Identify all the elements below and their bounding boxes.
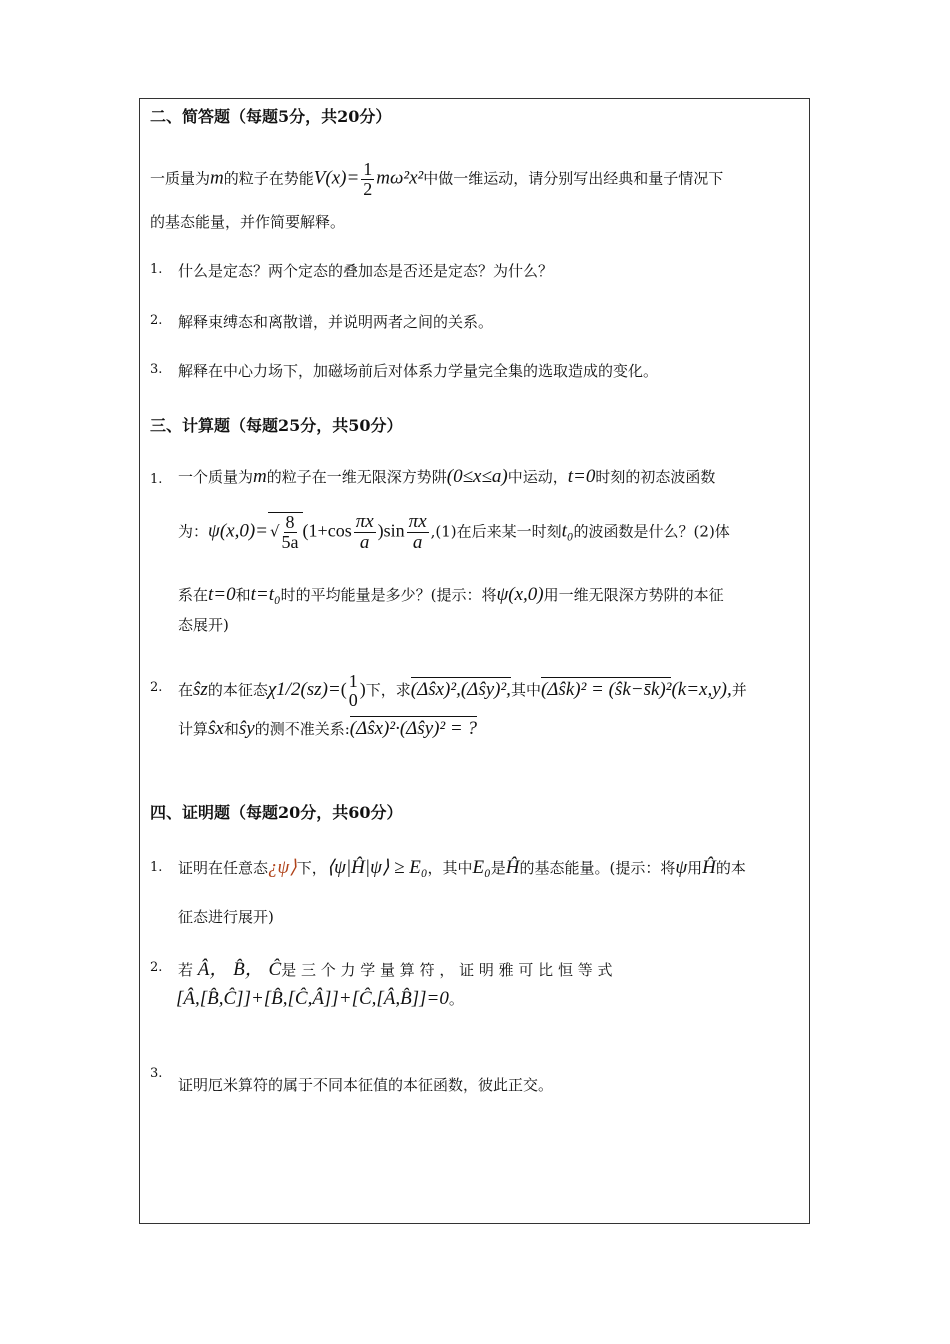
s3-q2-line2-c: 的测不准关系:	[254, 720, 350, 738]
t-zero: t=0	[567, 466, 596, 487]
s3-q2-a: 在	[178, 680, 194, 699]
variance-sy: (Δŝy)²,	[460, 678, 511, 700]
psi-x0-b: ψ(x,0)	[496, 584, 544, 605]
s3-q2-b: 的本征态	[207, 680, 268, 699]
s3-q1-line3-a: 系在	[178, 586, 209, 604]
k-definition: (k=x,y),	[671, 678, 732, 700]
sqrt-numerator: 8	[285, 512, 295, 533]
sqrt-denominator: 5a	[281, 531, 299, 552]
vec-open: (	[340, 678, 347, 699]
variance-sx: (Δŝx)²,	[410, 678, 461, 700]
s3-q1-a: 一个质量为	[178, 468, 254, 486]
cos-num: πx	[355, 511, 374, 532]
chi-eigenstate: χ1/2(sz)=	[267, 678, 341, 700]
potential-tail: mω²x²	[376, 167, 424, 189]
close-paren: )	[377, 520, 384, 541]
variance-definition: (Δŝk)² = (ŝk−s̄k)²	[540, 678, 672, 700]
t-eq-t0: t=t₀	[250, 584, 281, 605]
s3-q1-line3	[178, 584, 724, 606]
s4-q1-d: 是	[490, 859, 506, 877]
s2-intro-line2: 的基态能量，并作简要解释。	[150, 213, 346, 231]
vec-bottom: 0	[348, 689, 358, 710]
half-numerator: 1	[363, 159, 373, 179]
s4-q1-num: 1.	[150, 860, 163, 875]
sin-den: a	[412, 531, 423, 553]
cos-den: a	[359, 531, 370, 553]
sz-symbol: ŝz	[193, 678, 208, 700]
s3-q1-d: 时刻的初态波函数	[595, 468, 716, 486]
s2-intro-b: 的粒子在势能	[223, 169, 314, 188]
sin-text: sin	[383, 520, 405, 541]
s4-q1-line1	[178, 856, 746, 879]
s3-q2-e: 并	[731, 680, 747, 699]
s3-q1-line1	[178, 466, 715, 488]
s3-q2-line2	[178, 718, 477, 740]
vec-close: )	[359, 678, 366, 699]
s2-q3-num: 3.	[150, 362, 163, 377]
mass-symbol: m	[210, 167, 224, 189]
s4-q1-c: ，其中	[427, 859, 473, 877]
s2-q3-text: 解释在中心力场下，加磁场前后对体系力学量完全集的选取造成的变化。	[178, 362, 659, 380]
s4-q2-b: 是 三 个 力 学 量 算 符 ， 证 明 雅 可 比 恒 等 式	[281, 961, 613, 979]
sin-fraction	[407, 512, 429, 553]
s4-q3-num: 3.	[150, 1066, 163, 1081]
spin-vector	[349, 672, 358, 710]
operators-ABC: Â， B̂， Ĉ	[197, 959, 282, 980]
s4-q1-line2: 征态进行展开)	[178, 908, 274, 926]
s4-q3-text: 证明厄米算符的属于不同本征值的本征函数，彼此正交。	[178, 1076, 554, 1094]
one-plus-cos: 1+cos	[308, 520, 352, 541]
s3-q2-d: 其中	[510, 680, 541, 699]
section-2-heading: 二、简答题（每题5分，共20分）	[150, 107, 392, 126]
s3-q1-c: 中运动，	[507, 468, 568, 486]
s4-q1-b: 下，	[296, 859, 327, 877]
s4-q1-g: 的本	[715, 859, 746, 877]
wave-prefix: 为：	[178, 522, 209, 541]
s2-q2-num: 2.	[150, 313, 163, 328]
s4-q2-num: 2.	[150, 960, 163, 975]
s3-q1-line3-d: 用一维无限深方势阱的本征	[543, 586, 724, 604]
s4-q1-e: 的基态能量。(提示：将	[519, 859, 676, 877]
psi-symbol: ψ	[675, 857, 688, 878]
s3-q1-part1: ,(1)在后来某一时刻	[430, 522, 562, 541]
s3-q2-c: 下，求	[365, 680, 411, 699]
s3-q2-line2-b: 和	[223, 720, 239, 738]
s2-intro-a: 一质量为	[150, 169, 211, 188]
half-fraction	[361, 160, 374, 199]
s3-q1-b: 的粒子在一维无限深方势阱	[266, 468, 447, 486]
psi-state: ¿ψ⟩	[268, 857, 297, 878]
s2-intro-c: 中做一维运动，请分别写出经典和量子情况下	[423, 169, 724, 188]
sy-symbol: ŝy	[238, 718, 255, 739]
s4-q1-f: 用	[687, 859, 703, 877]
cos-fraction	[354, 512, 376, 553]
open-paren: (	[302, 520, 309, 541]
jacobi-end: 。	[448, 990, 464, 1008]
potential-lhs: V(x)=	[313, 167, 360, 189]
s3-q2-line2-a: 计算	[178, 720, 209, 738]
energy-inequality: ⟨ψ|Ĥ|ψ⟩ ≥ E₀	[326, 857, 428, 878]
s2-q2-text: 解释束缚态和离散谱，并说明两者之间的关系。	[178, 313, 494, 331]
sqrt-fraction	[282, 513, 299, 552]
s4-q1-a: 证明在任意态	[178, 859, 269, 877]
section-4-heading: 四、证明题（每题20分，共60分）	[150, 803, 403, 822]
E0-symbol: E₀	[472, 857, 491, 878]
s3-q2-line1	[178, 672, 747, 710]
sin-num: πx	[408, 511, 427, 532]
s3-q2-num: 2.	[150, 680, 163, 695]
sqrt-symbol: √ $\frac{8}{5a}$	[268, 512, 303, 552]
well-range: (0≤x≤a)	[446, 466, 508, 487]
s3-q1-line4: 态展开)	[178, 616, 229, 634]
H-operator-2: Ĥ	[702, 857, 716, 878]
half-denominator: 2	[363, 178, 373, 199]
s2-intro-line1	[150, 160, 723, 199]
psi-x0-lhs: ψ(x,0)=	[208, 520, 268, 542]
s3-q1-line3-b: 和	[235, 586, 251, 604]
mass-symbol-2: m	[253, 466, 267, 487]
s4-q2-line1	[178, 954, 612, 981]
s3-q1-line3-c: 时的平均能量是多少？(提示：将	[280, 586, 497, 604]
section-3-heading: 三、计算题（每题25分，共50分）	[150, 416, 403, 435]
sx-symbol: ŝx	[208, 718, 224, 739]
s2-q1-num: 1.	[150, 262, 163, 277]
t0-symbol: t₀	[561, 520, 574, 542]
t-zero-2: t=0	[208, 584, 236, 605]
jacobi-identity	[176, 988, 464, 1010]
s3-q1-line2	[178, 512, 730, 553]
s3-q1-part1b: 的波函数是什么？(2)体	[573, 522, 730, 541]
jacobi-expression: [Â,[B̂,Ĉ]]+[B̂,[Ĉ,Â]]+[Ĉ,[Â,B̂]]=0	[176, 988, 449, 1009]
s3-q1-num: 1.	[150, 472, 163, 487]
vec-top: 1	[348, 671, 358, 691]
H-operator: Ĥ	[505, 857, 520, 878]
s4-q2-a: 若	[178, 961, 194, 979]
uncertainty-relation: (Δŝx)²·(Δŝy)² = ?	[349, 718, 477, 739]
s2-q1-text: 什么是定态？两个定态的叠加态是否还是定态？为什么？	[178, 262, 554, 280]
